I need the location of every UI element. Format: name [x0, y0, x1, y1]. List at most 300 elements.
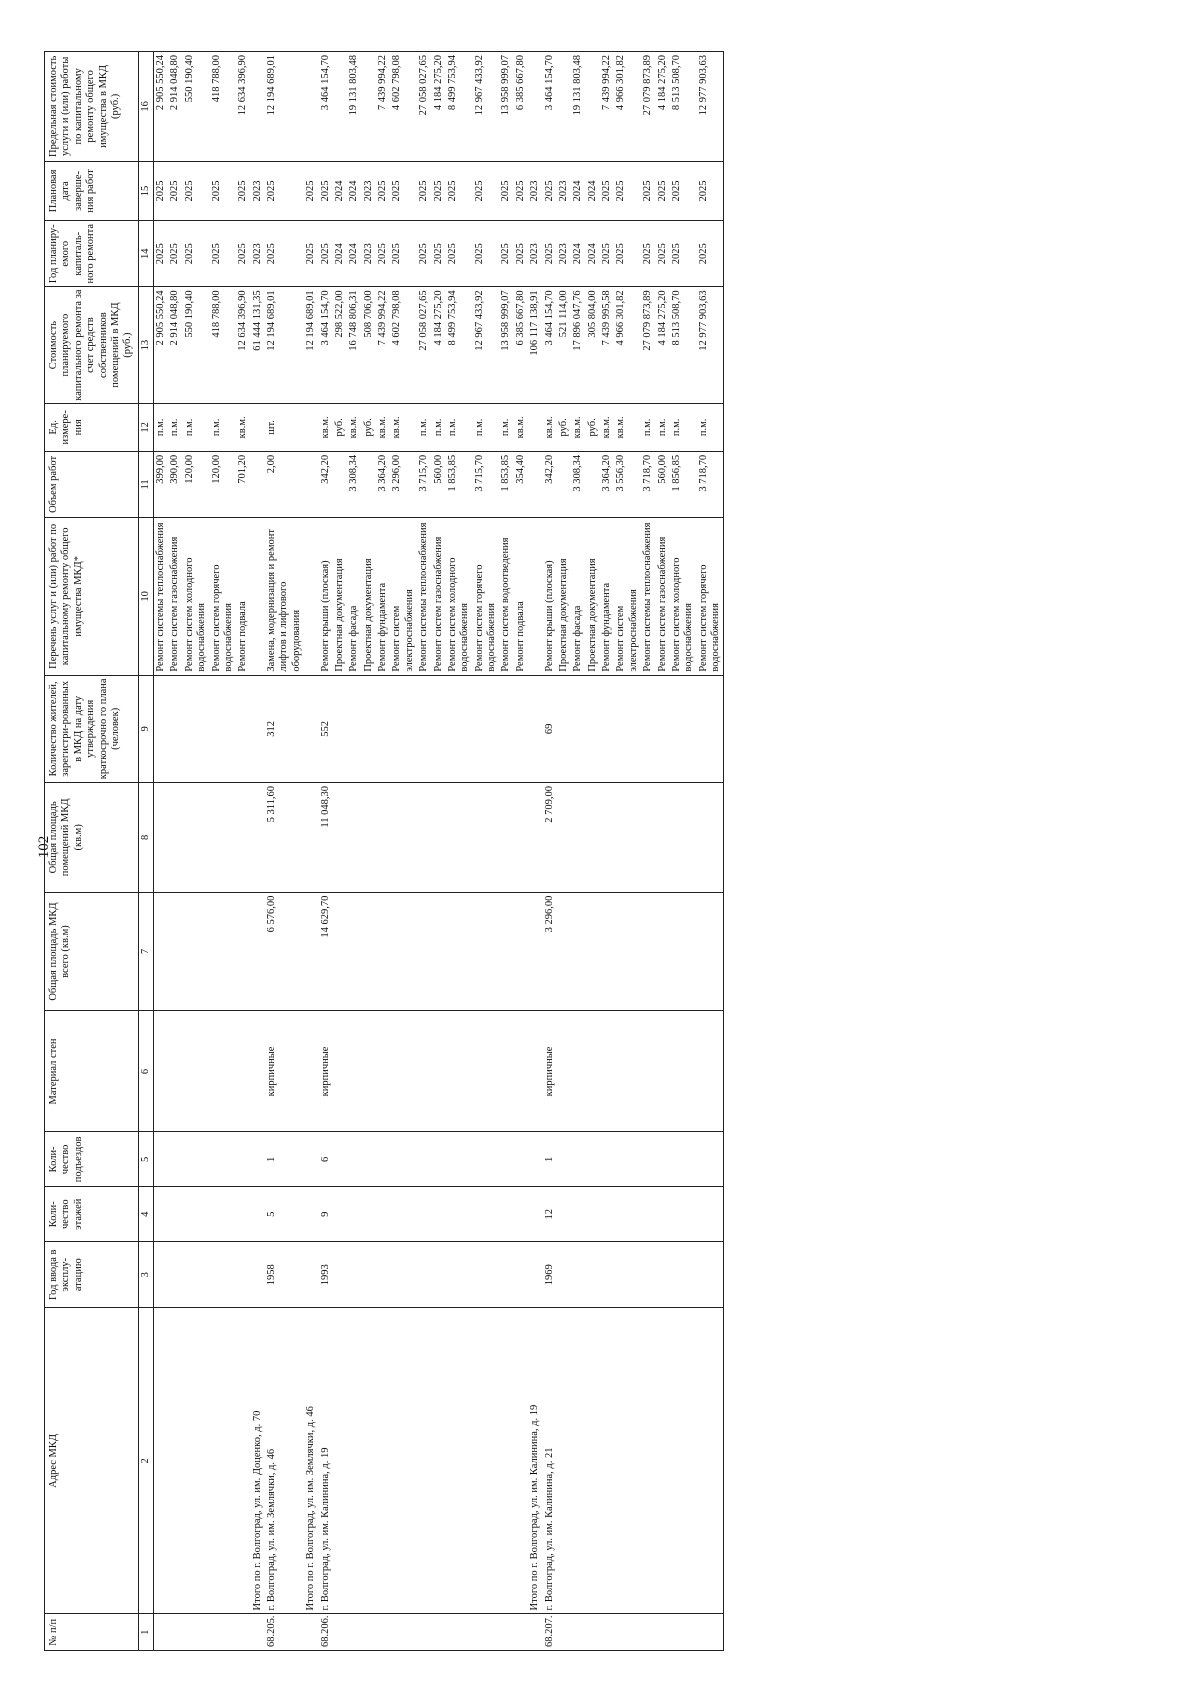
address-cell [641, 1308, 655, 1614]
premises-area-cell [251, 783, 265, 893]
cost-cell: 8 499 753,94 [446, 287, 473, 403]
work-volume-cell: 3 715,70 [417, 451, 431, 517]
max-cost-cell: 550 190,40 [183, 52, 210, 162]
total-area-cell [656, 892, 670, 1011]
cost-cell: 16 748 806,31 [347, 287, 361, 403]
year-commissioned-cell [251, 1242, 265, 1308]
max-cost-cell: 8 499 753,94 [446, 52, 473, 162]
wall-material-cell [614, 1011, 641, 1132]
wall-material-cell [432, 1011, 446, 1132]
entrances-cell [514, 1132, 528, 1187]
wall-material-cell [514, 1011, 528, 1132]
max-cost-cell: 12 634 396,90 [236, 52, 250, 162]
year-commissioned-cell [168, 1242, 182, 1308]
residents-cell [432, 675, 446, 782]
completion-year-cell: 2023 [528, 161, 542, 220]
max-cost-cell: 3 464 154,70 [543, 52, 557, 162]
cost-cell: 6 385 667,80 [514, 287, 528, 403]
entrances-cell [251, 1132, 265, 1187]
wall-material-cell [417, 1011, 431, 1132]
floors-cell [251, 1187, 265, 1242]
residents-cell [362, 675, 376, 782]
address-cell: Итого по г. Волгоград, ул. им. Калинина, д. 19 [528, 1308, 542, 1614]
table-body [154, 52, 724, 1651]
table-row [543, 52, 557, 1651]
total-area-cell [697, 892, 724, 1011]
max-cost-cell: 27 079 873,89 [641, 52, 655, 162]
completion-year-cell: 2024 [333, 161, 347, 220]
cost-cell: 4 184 275,20 [432, 287, 446, 403]
unit-cell: руб. [557, 403, 571, 451]
work-item-cell: Проектная документация [362, 518, 376, 676]
floors-cell: 5 [265, 1187, 304, 1242]
work-volume-cell [528, 451, 542, 517]
column-number: 16 [138, 52, 153, 162]
work-item-cell: Ремонт систем электроснабжения [390, 518, 417, 676]
completion-year-cell: 2024 [347, 161, 361, 220]
residents-cell [571, 675, 585, 782]
entrances-cell [586, 1132, 600, 1187]
max-cost-cell [251, 52, 265, 162]
cost-cell: 17 896 047,76 [571, 287, 585, 403]
residents-cell [236, 675, 250, 782]
address-cell [670, 1308, 697, 1614]
total-area-cell: 14 629,70 [319, 892, 333, 1011]
page-number: 102 [36, 835, 52, 859]
wall-material-cell [641, 1011, 655, 1132]
year-commissioned-cell [154, 1242, 169, 1308]
wall-material-cell [168, 1011, 182, 1132]
row-number-cell [557, 1614, 571, 1651]
wall-material-cell [697, 1011, 724, 1132]
floors-cell [514, 1187, 528, 1242]
premises-area-cell [417, 783, 431, 893]
unit-cell: кв.м. [514, 403, 528, 451]
row-number-cell [251, 1614, 265, 1651]
residents-cell: 312 [265, 675, 304, 782]
table-row [432, 52, 446, 1651]
column-number: 9 [138, 675, 153, 782]
entrances-cell [656, 1132, 670, 1187]
work-item-cell [251, 518, 265, 676]
wall-material-cell [446, 1011, 473, 1132]
table-row [376, 52, 390, 1651]
unit-cell: шт. [265, 403, 304, 451]
max-cost-cell: 12 194 689,01 [265, 52, 304, 162]
table-row [210, 52, 237, 1651]
column-number: 1 [138, 1614, 153, 1651]
table-row [347, 52, 361, 1651]
floors-cell [236, 1187, 250, 1242]
work-volume-cell [333, 451, 347, 517]
row-number-cell [210, 1614, 237, 1651]
premises-area-cell: 11 048,30 [319, 783, 333, 893]
table-row [265, 52, 304, 1651]
address-cell: г. Волгоград, ул. им. Землячки, д. 46 [265, 1308, 304, 1614]
row-number-cell: 68.206. [319, 1614, 333, 1651]
max-cost-cell [333, 52, 347, 162]
address-cell [236, 1308, 250, 1614]
total-area-cell: 6 576,00 [265, 892, 304, 1011]
premises-area-cell [586, 783, 600, 893]
total-area-cell [571, 892, 585, 1011]
total-area-cell [499, 892, 513, 1011]
premises-area-cell [499, 783, 513, 893]
work-item-cell: Ремонт систем горячего водоснабжения [697, 518, 724, 676]
cost-cell: 8 513 508,70 [670, 287, 697, 403]
repair-year-cell: 2025 [417, 221, 431, 287]
max-cost-cell [586, 52, 600, 162]
unit-cell: п.м. [432, 403, 446, 451]
residents-cell [347, 675, 361, 782]
residents-cell [446, 675, 473, 782]
year-commissioned-cell [614, 1242, 641, 1308]
row-number-cell [473, 1614, 500, 1651]
premises-area-cell [528, 783, 542, 893]
floors-cell [656, 1187, 670, 1242]
row-number-cell [236, 1614, 250, 1651]
residents-cell [168, 675, 182, 782]
unit-cell [528, 403, 542, 451]
repair-year-cell: 2025 [168, 221, 182, 287]
year-commissioned-cell [183, 1242, 210, 1308]
address-cell [432, 1308, 446, 1614]
table-row [614, 52, 641, 1651]
repair-year-cell: 2023 [557, 221, 571, 287]
premises-area-cell [514, 783, 528, 893]
repair-year-cell: 2025 [376, 221, 390, 287]
repair-year-cell: 2025 [183, 221, 210, 287]
work-volume-cell: 342,20 [543, 451, 557, 517]
max-cost-cell: 8 513 508,70 [670, 52, 697, 162]
floors-cell [362, 1187, 376, 1242]
entrances-cell [670, 1132, 697, 1187]
entrances-cell [236, 1132, 250, 1187]
column-number: 4 [138, 1187, 153, 1242]
unit-cell: п.м. [499, 403, 513, 451]
completion-year-cell: 2025 [183, 161, 210, 220]
premises-area-cell [614, 783, 641, 893]
row-number-cell [304, 1614, 318, 1651]
unit-cell: кв.м. [347, 403, 361, 451]
repair-year-cell: 2025 [265, 221, 304, 287]
max-cost-cell [362, 52, 376, 162]
completion-year-cell: 2023 [251, 161, 265, 220]
completion-year-cell: 2025 [697, 161, 724, 220]
row-number-cell [656, 1614, 670, 1651]
cost-cell: 4 966 301,82 [614, 287, 641, 403]
year-commissioned-cell [304, 1242, 318, 1308]
repair-year-cell: 2024 [347, 221, 361, 287]
entrances-cell [600, 1132, 614, 1187]
entrances-cell [614, 1132, 641, 1187]
header-completion-date: Плановая дата заверше-ния работ [45, 161, 139, 220]
address-cell: г. Волгоград, ул. им. Калинина, д. 19 [319, 1308, 333, 1614]
premises-area-cell [183, 783, 210, 893]
entrances-cell [641, 1132, 655, 1187]
row-number-cell [514, 1614, 528, 1651]
work-item-cell: Ремонт системы теплоснабжения [154, 518, 169, 676]
table-row [670, 52, 697, 1651]
table-row [304, 52, 318, 1651]
column-number: 8 [138, 783, 153, 893]
total-area-cell [390, 892, 417, 1011]
year-commissioned-cell [347, 1242, 361, 1308]
repair-year-cell: 2025 [432, 221, 446, 287]
wall-material-cell [670, 1011, 697, 1132]
floors-cell [571, 1187, 585, 1242]
year-commissioned-cell [333, 1242, 347, 1308]
wall-material-cell [347, 1011, 361, 1132]
work-item-cell: Ремонт систем холодного водоснабжения [670, 518, 697, 676]
work-volume-cell: 390,00 [168, 451, 182, 517]
wall-material-cell [528, 1011, 542, 1132]
completion-year-cell: 2023 [557, 161, 571, 220]
repair-year-cell: 2025 [543, 221, 557, 287]
max-cost-cell [557, 52, 571, 162]
entrances-cell [528, 1132, 542, 1187]
work-item-cell: Ремонт систем газоснабжения [432, 518, 446, 676]
column-number: 2 [138, 1308, 153, 1614]
table-row [168, 52, 182, 1651]
cost-cell: 13 958 999,07 [499, 287, 513, 403]
address-cell [210, 1308, 237, 1614]
unit-cell: кв.м. [319, 403, 333, 451]
address-cell [697, 1308, 724, 1614]
cost-cell: 106 117 138,91 [528, 287, 542, 403]
total-area-cell [304, 892, 318, 1011]
table-row [446, 52, 473, 1651]
row-number-cell [168, 1614, 182, 1651]
wall-material-cell: кирпичные [543, 1011, 557, 1132]
unit-cell: п.м. [183, 403, 210, 451]
premises-area-cell [390, 783, 417, 893]
work-volume-cell: 3 364,20 [600, 451, 614, 517]
premises-area-cell [236, 783, 250, 893]
total-area-cell [251, 892, 265, 1011]
work-item-cell: Ремонт крыши (плоская) [543, 518, 557, 676]
work-item-cell: Ремонт систем газоснабжения [656, 518, 670, 676]
residents-cell [656, 675, 670, 782]
work-item-cell: Ремонт фасада [571, 518, 585, 676]
total-area-cell [600, 892, 614, 1011]
total-area-cell [417, 892, 431, 1011]
header-unit: Ед. измере-ния [45, 403, 139, 451]
floors-cell [499, 1187, 513, 1242]
premises-area-cell [473, 783, 500, 893]
table-row [319, 52, 333, 1651]
premises-area-cell [376, 783, 390, 893]
column-number: 10 [138, 518, 153, 676]
header-total-area: Общая площадь МКД всего (кв.м) [45, 892, 139, 1011]
work-volume-cell: 1 853,85 [499, 451, 513, 517]
completion-year-cell: 2025 [656, 161, 670, 220]
address-cell [183, 1308, 210, 1614]
year-commissioned-cell: 1958 [265, 1242, 304, 1308]
premises-area-cell [347, 783, 361, 893]
header-address: Адрес МКД [45, 1308, 139, 1614]
entrances-cell [446, 1132, 473, 1187]
repair-year-cell: 2025 [304, 221, 318, 287]
year-commissioned-cell [656, 1242, 670, 1308]
work-volume-cell: 2,00 [265, 451, 304, 517]
floors-cell [390, 1187, 417, 1242]
row-number-cell [670, 1614, 697, 1651]
header-floors: Коли-чество этажей [45, 1187, 139, 1242]
row-number-cell [362, 1614, 376, 1651]
column-number: 15 [138, 161, 153, 220]
max-cost-cell: 13 958 999,07 [499, 52, 513, 162]
repair-year-cell: 2025 [473, 221, 500, 287]
column-number: 6 [138, 1011, 153, 1132]
work-volume-cell: 120,00 [210, 451, 237, 517]
residents-cell [641, 675, 655, 782]
year-commissioned-cell [697, 1242, 724, 1308]
premises-area-cell [304, 783, 318, 893]
year-commissioned-cell [210, 1242, 237, 1308]
residents-cell [528, 675, 542, 782]
unit-cell: п.м. [473, 403, 500, 451]
header-cost: Стоимость планируемого капитального ремонта за счет средств собственников помещений в МКД (руб.) [45, 287, 139, 403]
entrances-cell: 1 [265, 1132, 304, 1187]
premises-area-cell [333, 783, 347, 893]
entrances-cell [499, 1132, 513, 1187]
premises-area-cell [168, 783, 182, 893]
table-row [499, 52, 513, 1651]
max-cost-cell: 418 788,00 [210, 52, 237, 162]
total-area-cell [168, 892, 182, 1011]
wall-material-cell [571, 1011, 585, 1132]
entrances-cell [417, 1132, 431, 1187]
header-year-commissioned: Год ввода в эксплу-атацию [45, 1242, 139, 1308]
unit-cell: кв.м. [543, 403, 557, 451]
table-row [473, 52, 500, 1651]
table-row [600, 52, 614, 1651]
address-cell [499, 1308, 513, 1614]
wall-material-cell [210, 1011, 237, 1132]
completion-year-cell: 2025 [514, 161, 528, 220]
work-volume-cell: 3 308,34 [571, 451, 585, 517]
column-number: 13 [138, 287, 153, 403]
entrances-cell [376, 1132, 390, 1187]
completion-year-cell: 2025 [417, 161, 431, 220]
completion-year-cell: 2025 [154, 161, 169, 220]
floors-cell [304, 1187, 318, 1242]
address-cell [586, 1308, 600, 1614]
floors-cell [183, 1187, 210, 1242]
floors-cell [528, 1187, 542, 1242]
total-area-cell [586, 892, 600, 1011]
work-item-cell: Замена, модернизация и ремонт лифтов и лифтового оборудования [265, 518, 304, 676]
total-area-cell [670, 892, 697, 1011]
repair-year-cell: 2025 [514, 221, 528, 287]
header-wall-material: Материал стен [45, 1011, 139, 1132]
work-item-cell: Ремонт подвала [236, 518, 250, 676]
floors-cell [614, 1187, 641, 1242]
residents-cell [210, 675, 237, 782]
floors-cell [600, 1187, 614, 1242]
total-area-cell [432, 892, 446, 1011]
table-header [45, 52, 154, 1651]
floors-cell [333, 1187, 347, 1242]
address-cell: Итого по г. Волгоград, ул. им. Доценко, д. 70 [251, 1308, 265, 1614]
total-area-cell [236, 892, 250, 1011]
cost-cell: 2 905 550,24 [154, 287, 169, 403]
cost-cell: 3 464 154,70 [319, 287, 333, 403]
repair-year-cell: 2025 [670, 221, 697, 287]
cost-cell: 7 439 994,22 [376, 287, 390, 403]
completion-year-cell: 2025 [304, 161, 318, 220]
work-volume-cell: 3 308,34 [347, 451, 361, 517]
floors-cell [417, 1187, 431, 1242]
max-cost-cell: 27 058 027,65 [417, 52, 431, 162]
table-row [514, 52, 528, 1651]
floors-cell [210, 1187, 237, 1242]
repair-year-cell: 2023 [528, 221, 542, 287]
address-cell [614, 1308, 641, 1614]
work-item-cell: Ремонт фундамента [376, 518, 390, 676]
wall-material-cell: кирпичные [265, 1011, 304, 1132]
address-cell [390, 1308, 417, 1614]
max-cost-cell: 19 131 803,48 [571, 52, 585, 162]
row-number-cell [528, 1614, 542, 1651]
residents-cell [514, 675, 528, 782]
wall-material-cell [376, 1011, 390, 1132]
work-volume-cell: 342,20 [319, 451, 333, 517]
address-cell: Итого по г. Волгоград, ул. им. Землячки, д. 46 [304, 1308, 318, 1614]
residents-cell [473, 675, 500, 782]
table-row [656, 52, 670, 1651]
work-volume-cell: 3 296,00 [390, 451, 417, 517]
repair-year-cell: 2025 [641, 221, 655, 287]
work-item-cell [528, 518, 542, 676]
completion-year-cell: 2025 [168, 161, 182, 220]
year-commissioned-cell [446, 1242, 473, 1308]
row-number-cell [417, 1614, 431, 1651]
total-area-cell [514, 892, 528, 1011]
total-area-cell [347, 892, 361, 1011]
total-area-cell [183, 892, 210, 1011]
work-item-cell: Ремонт крыши (плоская) [319, 518, 333, 676]
completion-year-cell: 2025 [543, 161, 557, 220]
repair-year-cell: 2025 [154, 221, 169, 287]
table-row [557, 52, 571, 1651]
entrances-cell [571, 1132, 585, 1187]
address-cell [168, 1308, 182, 1614]
year-commissioned-cell [514, 1242, 528, 1308]
unit-cell: п.м. [210, 403, 237, 451]
completion-year-cell: 2024 [571, 161, 585, 220]
unit-cell: руб. [586, 403, 600, 451]
entrances-cell [473, 1132, 500, 1187]
row-number-cell [697, 1614, 724, 1651]
completion-year-cell: 2025 [390, 161, 417, 220]
entrances-cell [347, 1132, 361, 1187]
wall-material-cell [251, 1011, 265, 1132]
repair-year-cell: 2025 [600, 221, 614, 287]
work-volume-cell: 1 853,85 [446, 451, 473, 517]
row-number-cell [600, 1614, 614, 1651]
row-number-cell: 68.207. [543, 1614, 557, 1651]
work-item-cell: Ремонт системы теплоснабжения [641, 518, 655, 676]
max-cost-cell: 12 977 903,63 [697, 52, 724, 162]
cost-cell: 12 194 689,01 [265, 287, 304, 403]
table-row [236, 52, 250, 1651]
completion-year-cell: 2023 [362, 161, 376, 220]
table-row [697, 52, 724, 1651]
address-cell [417, 1308, 431, 1614]
entrances-cell: 6 [319, 1132, 333, 1187]
